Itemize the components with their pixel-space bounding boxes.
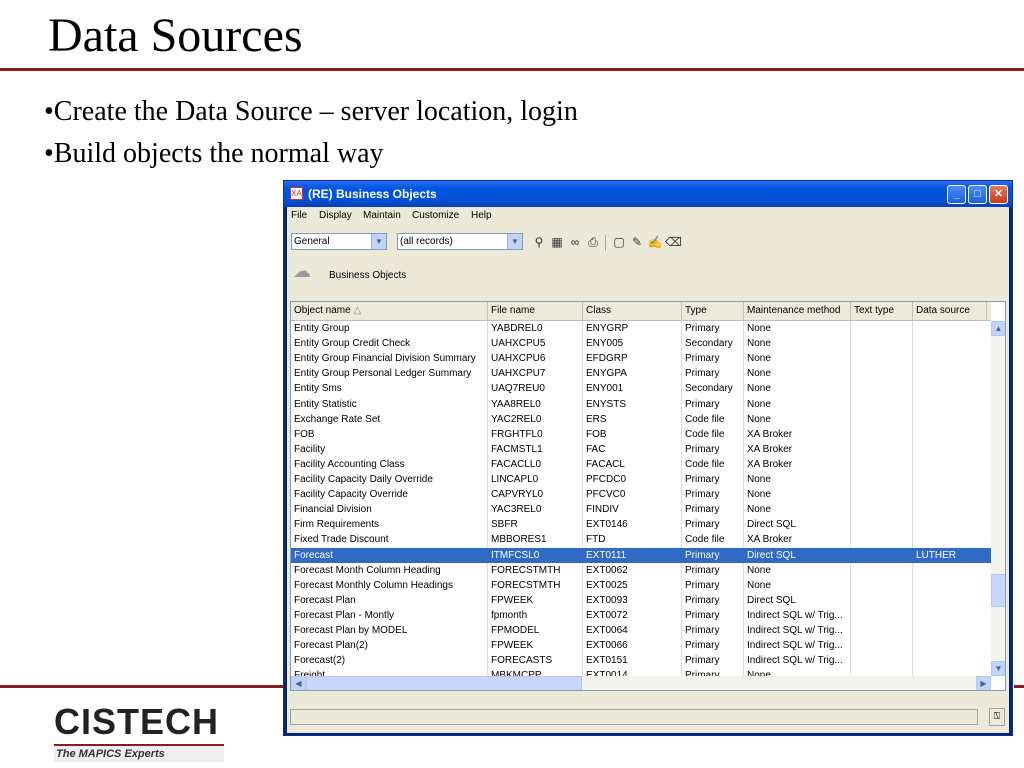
table-cell: Primary	[685, 519, 720, 531]
table-cell: Entity Group	[294, 323, 350, 334]
table-cell: Primary	[685, 353, 720, 365]
bullet-1: •Create the Data Source – server location, login	[44, 96, 578, 127]
table-cell: Forecast Plan by MODEL	[294, 625, 408, 636]
table-cell: EXT0072	[586, 609, 628, 621]
table-row[interactable]	[291, 608, 991, 623]
table-cell: None	[747, 579, 771, 591]
table-cell: XA Broker	[747, 428, 793, 440]
table-cell	[851, 351, 913, 366]
table-row[interactable]	[291, 517, 991, 532]
table-cell: Direct SQL	[747, 519, 796, 531]
table-cell: FPWEEK	[491, 594, 534, 606]
table-cell	[851, 563, 913, 578]
scroll-right-icon[interactable]: ▶	[976, 676, 991, 691]
table-row[interactable]	[291, 381, 991, 396]
table-row[interactable]	[291, 397, 991, 412]
table-cell	[913, 336, 987, 351]
business-objects-window	[283, 180, 1013, 736]
table-cell: Primary	[685, 443, 720, 455]
table-row[interactable]	[291, 321, 991, 336]
table-row[interactable]	[291, 593, 991, 608]
table-cell	[851, 623, 913, 638]
window-titlebar[interactable]	[284, 181, 1012, 207]
table-cell	[851, 336, 913, 351]
table-cell: ENY005	[586, 338, 624, 350]
table-cell: FTD	[586, 534, 606, 546]
table-cell	[851, 532, 913, 547]
list-header-label: Business Objects	[329, 270, 407, 281]
scroll-left-icon[interactable]: ◀	[291, 676, 306, 691]
table-row[interactable]	[291, 548, 991, 563]
table-cell: FPWEEK	[491, 640, 534, 652]
table-cell: Indirect SQL w/ Trig...	[747, 625, 843, 636]
column-header-file-name[interactable]: File name	[488, 302, 583, 320]
view-select[interactable]	[291, 233, 387, 250]
table-cell: Exchange Rate Set	[294, 413, 381, 425]
scroll-down-icon[interactable]: ▼	[991, 661, 1006, 676]
table-cell: XA Broker	[747, 534, 793, 546]
table-cell: ITMFCSL0	[491, 549, 540, 561]
table-cell: Secondary	[685, 338, 733, 350]
table-cell	[913, 487, 987, 502]
table-cell: None	[747, 564, 771, 576]
table-cell	[851, 397, 913, 412]
table-row[interactable]	[291, 412, 991, 427]
table-cell	[913, 351, 987, 366]
table-cell: FACACL	[586, 458, 625, 470]
edit-list-icon[interactable]: ✍	[647, 235, 663, 249]
table-cell: Facility Capacity Daily Override	[294, 474, 433, 485]
table-cell: ENY001	[586, 383, 624, 395]
status-bar	[290, 709, 978, 725]
table-cell: YAC2REL0	[491, 413, 542, 425]
table-cell: Code file	[685, 413, 725, 425]
table-cell: UAHXCPU5	[491, 338, 546, 350]
table-cell: None	[747, 338, 771, 350]
table-cell: Forecast(2)	[294, 655, 346, 667]
table-cell: PFCVC0	[586, 489, 626, 501]
table-cell	[851, 578, 913, 593]
table-cell: EXT0064	[586, 625, 628, 636]
table-cell: Direct SQL	[747, 549, 796, 561]
vertical-scroll-thumb[interactable]	[991, 574, 1006, 607]
table-cell: None	[747, 504, 771, 516]
bottom-divider-right	[1014, 685, 1024, 688]
toolbar	[287, 231, 1009, 255]
table-cell: Primary	[685, 579, 720, 591]
menu-file[interactable]: File	[291, 210, 308, 221]
table-cell: EXT0146	[586, 519, 628, 531]
table-cell	[913, 397, 987, 412]
table-cell: Primary	[685, 323, 720, 334]
table-cell: Primary	[685, 640, 720, 652]
table-cell: Primary	[685, 489, 720, 501]
table-cell: Direct SQL	[747, 594, 796, 606]
table-cell: None	[747, 489, 771, 501]
print-icon[interactable]: ⎙	[588, 235, 598, 249]
table-row[interactable]	[291, 638, 991, 653]
table-cell	[851, 472, 913, 487]
table-cell: Primary	[685, 504, 720, 516]
maximize-button[interactable]: □	[968, 185, 987, 204]
table-cell: Entity Group Personal Ledger Summary	[294, 368, 472, 380]
bullet-2: •Build objects the normal way	[44, 138, 384, 169]
table-row[interactable]	[291, 487, 991, 502]
table-cell	[851, 381, 913, 396]
window-client	[287, 207, 1009, 733]
table-cell: FACACLL0	[491, 458, 542, 470]
table-cell: Entity Group Credit Check	[294, 338, 411, 350]
table-cell	[851, 593, 913, 608]
table-cell: Facility Accounting Class	[294, 458, 405, 470]
status-lock-icon: ⍂	[989, 708, 1005, 726]
table-cell: Primary	[685, 625, 720, 636]
table-cell: Secondary	[685, 383, 733, 395]
table-cell: fpmonth	[491, 609, 528, 621]
table-cell	[913, 653, 987, 668]
table-cell: Fixed Trade Discount	[294, 534, 389, 546]
table-cell: Primary	[685, 609, 720, 621]
table-cell: CAPVRYL0	[491, 489, 544, 501]
table-cell: Code file	[685, 428, 725, 440]
table-cell	[913, 412, 987, 427]
table-cell	[913, 321, 987, 336]
table-cell: EXT0066	[586, 640, 628, 652]
table-cell	[913, 517, 987, 532]
column-header-type[interactable]: Type	[682, 302, 744, 320]
table-cell: UAHXCPU7	[491, 368, 546, 380]
column-header-data-source[interactable]: Data source	[913, 302, 987, 320]
table-cell: Forecast Plan - Montly	[294, 609, 395, 621]
table-row[interactable]	[291, 653, 991, 668]
table-cell: FORECASTS	[491, 655, 553, 667]
table-cell: YAC3REL0	[491, 504, 542, 516]
table-cell: None	[747, 353, 771, 365]
table-cell: ENYGRP	[586, 323, 629, 334]
table-cell	[913, 427, 987, 442]
table-cell: Firm Requirements	[294, 519, 380, 531]
table-cell: FAC	[586, 443, 606, 455]
table-cell	[851, 548, 913, 563]
table-cell: Facility	[294, 443, 326, 455]
table-cell	[913, 623, 987, 638]
table-cell: SBFR	[491, 519, 518, 531]
table-cell: Primary	[685, 594, 720, 606]
table-cell	[913, 502, 987, 517]
table-cell	[913, 472, 987, 487]
table-cell: EXT0151	[586, 655, 628, 667]
menu-display[interactable]: Display	[319, 210, 352, 221]
table-cell	[851, 366, 913, 381]
horizontal-scroll-thumb[interactable]	[306, 676, 582, 691]
table-cell: Indirect SQL w/ Trig...	[747, 609, 843, 621]
bottom-divider	[0, 685, 284, 688]
table-cell: None	[747, 383, 771, 395]
table-cell: PFCDC0	[586, 474, 627, 485]
menu-bar	[287, 207, 1009, 225]
table-cell: Primary	[685, 564, 720, 576]
logo-tagline: The MAPICS Experts	[54, 744, 224, 762]
table-cell: XA Broker	[747, 458, 793, 470]
table-row[interactable]	[291, 366, 991, 381]
table-cell: None	[747, 413, 771, 425]
new-document-icon[interactable]: ▢	[613, 235, 625, 249]
records-select[interactable]	[397, 233, 523, 250]
filter-icon[interactable]: ▦	[551, 235, 563, 249]
table-cell: FRGHTFL0	[491, 428, 543, 440]
table-cell: Code file	[685, 458, 725, 470]
menu-help[interactable]: Help	[471, 210, 492, 221]
column-header-maintenance-method[interactable]: Maintenance method	[744, 302, 851, 320]
table-cell: Entity Statistic	[294, 398, 357, 410]
records-select-value: (all records)	[400, 236, 453, 247]
table-cell: YAA8REL0	[491, 398, 541, 410]
table-row[interactable]	[291, 502, 991, 517]
table-cell: ENYGPA	[586, 368, 627, 380]
chevron-down-icon[interactable]: ▼	[507, 234, 522, 249]
table-cell	[851, 427, 913, 442]
table-cell: FOB	[294, 428, 315, 440]
table-cell: EXT0025	[586, 579, 628, 591]
table-cell	[851, 638, 913, 653]
table-cell	[851, 457, 913, 472]
table-cell: Primary	[685, 368, 720, 380]
table-cell	[913, 563, 987, 578]
table-row[interactable]	[291, 623, 991, 638]
table-row[interactable]	[291, 336, 991, 351]
menu-maintain[interactable]: Maintain	[363, 210, 401, 221]
table-cell: Forecast Plan(2)	[294, 640, 368, 652]
table-cell	[913, 608, 987, 623]
table-cell: Financial Division	[294, 504, 372, 516]
table-row[interactable]	[291, 472, 991, 487]
table-cell	[913, 532, 987, 547]
table-cell: FORECSTMTH	[491, 579, 561, 591]
table-cell: Forecast Month Column Heading	[294, 564, 441, 576]
delete-icon[interactable]: ⌫	[665, 235, 682, 249]
table-cell	[913, 578, 987, 593]
table-cell: None	[747, 368, 771, 380]
table-cell: XA Broker	[747, 443, 793, 455]
vertical-scrollbar[interactable]	[991, 321, 1006, 676]
sort-ascending-icon: △	[353, 305, 362, 316]
table-cell	[851, 487, 913, 502]
table-cell: EFDGRP	[586, 353, 628, 365]
objects-grid	[290, 301, 1006, 691]
table-row[interactable]	[291, 442, 991, 457]
table-cell	[913, 457, 987, 472]
table-cell: FOB	[586, 428, 607, 440]
table-cell: None	[747, 474, 771, 485]
table-cell: Forecast	[294, 549, 333, 561]
table-cell: Code file	[685, 534, 725, 546]
table-cell	[851, 412, 913, 427]
title-divider	[0, 68, 1024, 71]
scroll-up-icon[interactable]: ▲	[991, 321, 1006, 336]
table-cell	[913, 638, 987, 653]
table-cell: UAQ7REU0	[491, 383, 545, 395]
table-cell: None	[747, 398, 771, 410]
table-cell: YABDREL0	[491, 323, 543, 334]
window-title: (RE) Business Objects	[308, 187, 437, 201]
table-cell: Entity Group Financial Division Summary	[294, 353, 476, 365]
table-cell	[913, 381, 987, 396]
table-cell: ENYSTS	[586, 398, 627, 410]
view-select-value: General	[294, 236, 330, 247]
grid-header	[291, 302, 991, 321]
table-cell: FACMSTL1	[491, 443, 543, 455]
table-cell	[851, 653, 913, 668]
table-cell: FPMODEL	[491, 625, 540, 636]
company-logo	[54, 702, 224, 764]
table-cell	[913, 366, 987, 381]
column-header-class[interactable]: Class	[583, 302, 682, 320]
table-cell: Indirect SQL w/ Trig...	[747, 640, 843, 652]
menu-customize[interactable]: Customize	[412, 210, 460, 221]
table-cell: LINCAPL0	[491, 474, 539, 485]
table-cell: FINDIV	[586, 504, 619, 516]
table-row[interactable]	[291, 563, 991, 578]
table-cell	[913, 593, 987, 608]
table-cell	[851, 321, 913, 336]
table-cell	[913, 442, 987, 457]
table-cell	[851, 442, 913, 457]
table-row[interactable]	[291, 427, 991, 442]
table-cell: LUTHER	[916, 549, 957, 561]
table-cell: EXT0111	[586, 549, 627, 561]
table-cell: Primary	[685, 398, 720, 410]
table-row[interactable]	[291, 457, 991, 472]
find-icon[interactable]: ⚲	[534, 235, 544, 249]
table-row[interactable]	[291, 578, 991, 593]
column-header-object-name[interactable]: Object name △	[291, 302, 488, 320]
horizontal-scrollbar[interactable]	[291, 676, 991, 691]
table-cell: EXT0062	[586, 564, 628, 576]
table-cell: Indirect SQL w/ Trig...	[747, 655, 843, 667]
table-cell: FORECSTMTH	[491, 564, 561, 576]
table-cell: MBBORES1	[491, 534, 547, 546]
business-objects-icon: ☁	[293, 261, 311, 281]
table-cell: ERS	[586, 413, 607, 425]
table-cell	[851, 608, 913, 623]
toolbar-separator	[605, 235, 606, 251]
close-button[interactable]: ✕	[989, 185, 1008, 204]
table-cell: Facility Capacity Override	[294, 489, 408, 501]
table-cell: None	[747, 323, 771, 334]
slide-title: Data Sources	[48, 9, 303, 62]
table-cell: Primary	[685, 474, 720, 485]
table-cell	[851, 502, 913, 517]
table-cell: Entity Sms	[294, 383, 342, 395]
app-icon: XA	[291, 189, 302, 198]
edit-icon[interactable]: ✎	[631, 235, 643, 249]
chevron-down-icon[interactable]: ▼	[371, 234, 386, 249]
table-cell: EXT0093	[586, 594, 628, 606]
table-cell: Forecast Monthly Column Headings	[294, 579, 453, 591]
minimize-button[interactable]: _	[947, 185, 966, 204]
table-row[interactable]	[291, 532, 991, 547]
table-cell: Primary	[685, 549, 720, 561]
table-row[interactable]	[291, 351, 991, 366]
table-cell: Forecast Plan	[294, 594, 356, 606]
logo-wordmark: CISTECH	[54, 701, 220, 742]
table-cell: Primary	[685, 655, 720, 667]
table-cell: UAHXCPU6	[491, 353, 546, 365]
column-header-text-type[interactable]: Text type	[851, 302, 913, 320]
glasses-icon[interactable]: ∞	[570, 235, 580, 249]
table-cell	[851, 517, 913, 532]
